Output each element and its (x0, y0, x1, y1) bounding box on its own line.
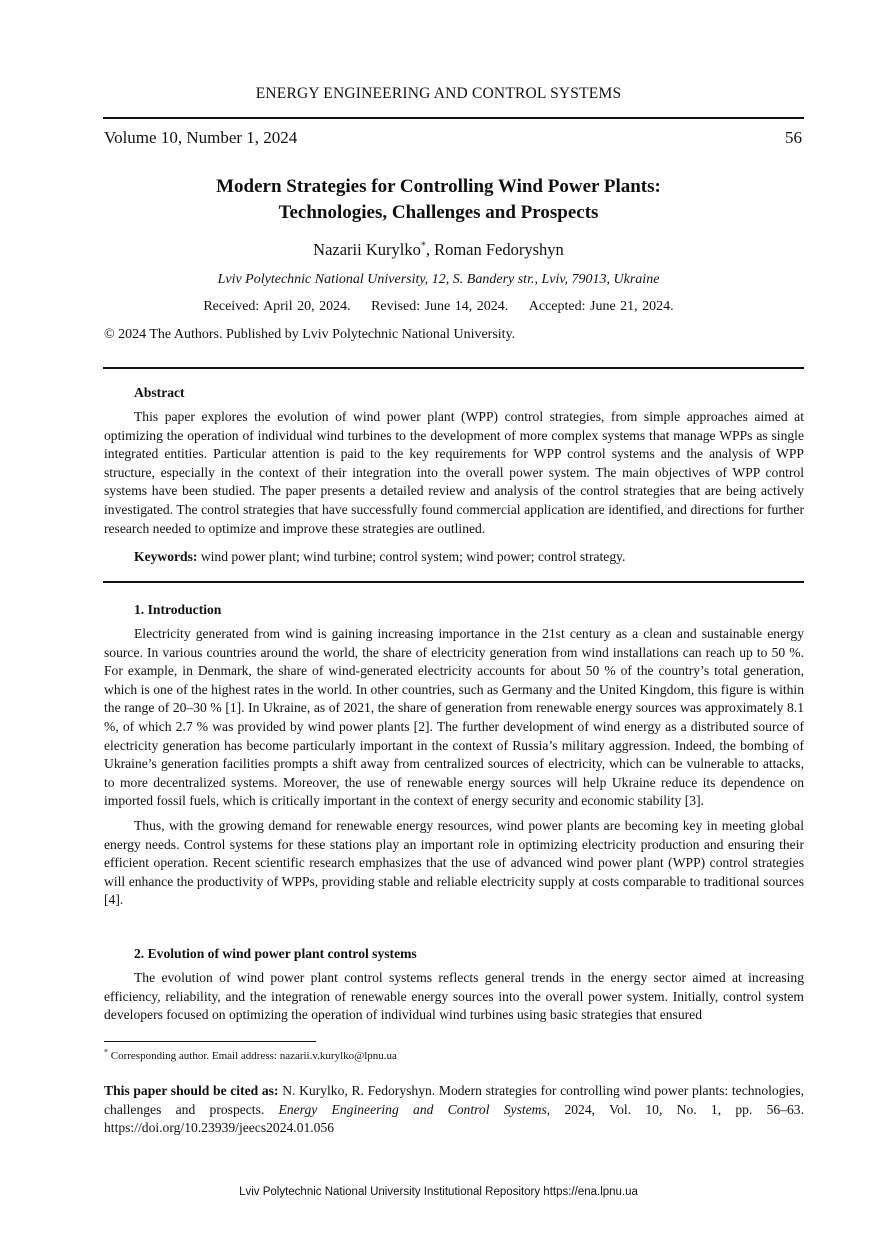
footnote-rule (104, 1041, 316, 1042)
author-2: , Roman Fedoryshyn (425, 240, 564, 259)
abstract-body (104, 408, 804, 538)
keywords-label: Keywords: (134, 549, 198, 564)
citation-label: This paper should be cited as: (104, 1083, 279, 1098)
abstract-text: This paper explores the evolution of wind power plant (WPP) control strategies, from simple approaches aimed at optimizing the operation of individual wind turbines to the development of more complex systems that manage WPPs as single integrated entities. Particular attention is paid to the key requirements for WPP control systems and the analysis of WPP structure, especially in the context of their integration into the overall power system. The main objectives of WPP control systems have been studied. The paper presents a detailed review and analysis of the control strategies that are being actively investigated. The control strategies that have successfully found commercial application are identified, and directions for further research needed to optimize and improve these strategies are outlined. (104, 409, 804, 536)
affiliation: Lviv Polytechnic National University, 12, S. Bandery str., Lviv, 79013, Ukraine (217, 272, 660, 287)
section-2-heading: 2. Evolution of wind power plant control systems (134, 946, 417, 961)
journal-name: ENERGY ENGINEERING AND CONTROL SYSTEMS (255, 85, 622, 102)
abstract-bottom-rule (103, 581, 804, 583)
section-2-body (104, 969, 804, 1025)
repository-footer: Lviv Polytechnic National University Institutional Repository https://ena.lpnu.ua (239, 1186, 638, 1198)
section-1-body (104, 625, 804, 910)
section-1-paragraph-2: Thus, with the growing demand for renewable energy resources, wind power plants are becoming key in meeting global energy needs. Control systems for these stations play an important role in optimizing electricity production and ensuring their efficient operation. Recent scientific research emphasizes that the use of advanced wind power plant (WPP) control strategies will enhance the productivity of WPPs, providing stable and reliable electricity supply at costs comparable to traditional sources [4]. (104, 817, 804, 908)
citation-text-1: N. Kurylko, R. Fedoryshyn. Modern strategies for controlling wind power plants: technologies, challenges and prospects. (104, 1083, 805, 1117)
citation-text-2: , 2024, Vol. 10, No. 1, pp. 56–63. https://doi.org/10.23939/jeecs2024.01.056 (104, 1101, 805, 1136)
received-date: Received: April 20, 2024. (203, 299, 351, 314)
volume-info: Volume 10, Number 1, 2024 (104, 128, 298, 147)
corresponding-mark: * (420, 240, 426, 252)
citation (104, 1082, 804, 1138)
paper-title (0, 174, 877, 226)
author-1: Nazarii Kurylko (313, 240, 421, 259)
section-2-paragraph-1: The evolution of wind power plant control systems reflects general trends in the energy sector aimed at increasing efficiency, reliability, and the integration of renewable energy sources into the overall power system. Initially, control system developers focused on optimizing the operation of individual wind turbines using basic strategies that ensured (104, 970, 804, 1023)
revised-date: Revised: June 14, 2024. (371, 299, 509, 314)
citation-journal: Energy Engineering and Control Systems (278, 1101, 547, 1117)
footnote-text: Corresponding author. Email address: nazarii.v.kurylko@lpnu.ua (108, 1050, 397, 1062)
page-number: 56 (785, 128, 802, 147)
dates (0, 299, 877, 315)
section-1-paragraph-1: Electricity generated from wind is gaining increasing importance in the 21st century as a clean and sustainable energy source. In various countries around the world, the share of electricity generation from wind installations can reach up to 50 %. For example, in Denmark, the share of wind-generated electricity accounts for about 50 % of the country’s total generation, which is one of the highest rates in the world. In other countries, such as Germany and the United Kingdom, this figure is within the range of 20–30 % [1]. In Ukraine, as of 2021, the share of generation from renewable energy sources was approximately 8.1 %, of which 2.7 % was provided by wind power plants [2]. The further development of wind energy as a distributed source of electricity generation has become particularly important in the context of Russia’s military aggression. Indeed, the bombing of Ukraine’s generation facilities prompts a shift away from centralized sources of electricity, which can be vulnerable to attacks, to more decentralized systems. Moreover, the use of renewable energy sources will help Ukraine reduce its dependence on imported fossil fuels, which is critically important in the context of energy security and economic stability [3]. (104, 626, 804, 809)
footnote-mark: * (104, 1047, 108, 1057)
abstract-top-rule (103, 367, 804, 369)
accepted-date: Accepted: June 21, 2024. (528, 299, 674, 314)
section-1-heading: 1. Introduction (134, 602, 222, 617)
header-rule (103, 117, 804, 119)
title-line-1: Modern Strategies for Controlling Wind Power Plants: (216, 176, 661, 197)
footnote (104, 1047, 397, 1062)
abstract-heading: Abstract (134, 385, 185, 400)
keywords-list: wind power plant; wind turbine; control system; wind power; control strategy. (197, 549, 626, 564)
copyright: © 2024 The Authors. Published by Lviv Polytechnic National University. (104, 327, 516, 342)
keywords (134, 549, 625, 565)
authors (0, 240, 877, 260)
title-line-2: Technologies, Challenges and Prospects (278, 202, 599, 223)
